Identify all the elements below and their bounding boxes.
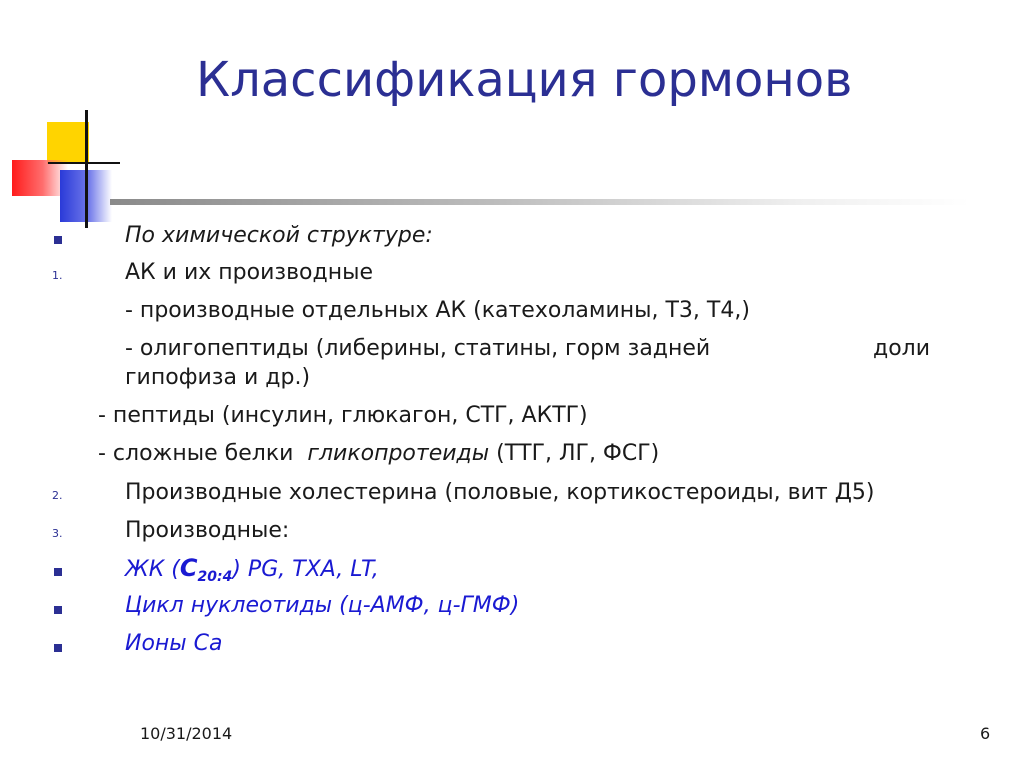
carbon-symbol: С (179, 554, 198, 582)
list-number-1: 1. (52, 269, 63, 282)
fatty-acids-item (125, 554, 379, 591)
complex-proteins-label: - сложные белки (98, 441, 294, 466)
glycoproteins-term: гликопротеиды (307, 441, 490, 466)
fatty-acids-suffix: ) PG, TXA, LT, (232, 557, 379, 582)
glycoproteins-examples: (ТТГ, ЛГ, ФСГ) (496, 441, 660, 466)
page-number: 6 (980, 724, 991, 743)
list-item-1-sub-1: - производные отдельных АК (катехоламины, Т3, Т4,) (125, 298, 750, 323)
square-bullet-icon (54, 644, 62, 652)
peptides-line: - пептиды (инсулин, глюкагон, СТГ, АКТГ) (98, 403, 588, 428)
intro-line: По химической структуре: (125, 223, 433, 248)
square-bullet-icon (54, 236, 62, 244)
list-item-1-sub-2-cont: гипофиза и др.) (125, 365, 311, 390)
list-item-3: Производные: (125, 518, 290, 543)
fatty-acids-prefix: ЖК ( (125, 557, 180, 582)
list-item-1-sub-2: - олигопептиды (либерины, статины, горм задней (125, 336, 711, 361)
slide-title: Классификация гормонов (196, 52, 853, 108)
carbon-subscript: 20:4 (197, 569, 233, 585)
list-number-3: 3. (52, 527, 63, 540)
square-bullet-icon (54, 606, 62, 614)
footer-date: 10/31/2014 (140, 724, 233, 743)
list-item-2: Производные холестерина (половые, кортикостероиды, вит Д5) (125, 480, 875, 505)
list-item-1-sub-2-tail: доли (873, 336, 931, 361)
complex-proteins-line (98, 440, 659, 468)
calcium-ions-item: Ионы Са (125, 631, 223, 656)
cyclic-nucleotides-item: Цикл нуклеотиды (ц-АМФ, ц-ГМФ) (125, 593, 520, 618)
square-bullet-icon (54, 568, 62, 576)
list-number-2: 2. (52, 489, 63, 502)
list-item-1: АК и их производные (125, 260, 373, 285)
